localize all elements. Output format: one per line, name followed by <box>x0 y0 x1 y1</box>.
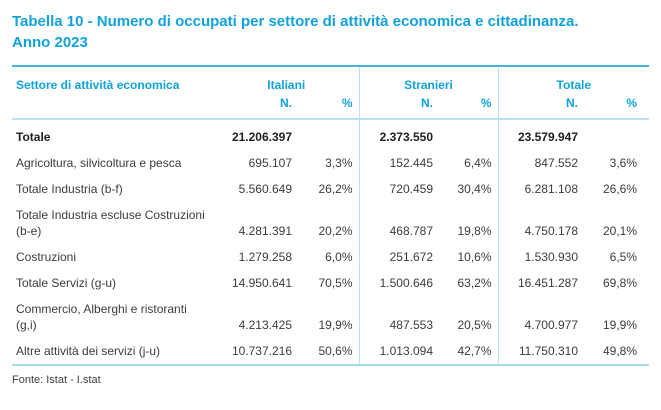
cell-italiani-pct: 19,9% <box>318 318 353 332</box>
cell-stranieri-pct: 30,4% <box>457 182 492 196</box>
cell-italiani-pct: 50,6% <box>318 344 353 358</box>
cell-stranieri-pct: 6,4% <box>464 156 492 170</box>
table-row <box>12 270 649 296</box>
header-totale-pct: % <box>584 94 649 119</box>
cell-sector: Altre attività dei servizi (j-u) <box>16 344 161 358</box>
cell-stranieri-n: 468.787 <box>359 202 439 244</box>
table-title-line1: Tabella 10 - Numero di occupati per settore di attività economica e cittadinanza. <box>12 13 579 30</box>
cell-sector: Totale <box>16 130 51 144</box>
header-group-row <box>12 66 649 94</box>
cell-italiani-n: 695.107 <box>248 156 292 170</box>
cell-stranieri-pct <box>439 119 498 150</box>
cell-italiani-n: 4.213.425 <box>238 318 292 332</box>
cell-italiani-pct: 3,3% <box>325 156 353 170</box>
table-row <box>12 150 649 176</box>
cell-stranieri-pct: 20,5% <box>457 318 492 332</box>
table-row <box>12 296 649 338</box>
cell-sector: Totale Industria (b-f) <box>16 182 123 196</box>
cell-totale-n: 6.281.108 <box>498 176 584 202</box>
cell-totale-n: 4.700.977 <box>498 296 584 338</box>
cell-italiani-pct: 26,2% <box>318 182 353 196</box>
cell-sector: Totale Servizi (g-u) <box>16 276 117 290</box>
cell-stranieri-pct: 63,2% <box>457 276 492 290</box>
header-sector: Settore di attività economica <box>12 66 214 119</box>
cell-italiani-n: 10.737.216 <box>231 344 292 358</box>
cell-sector: Costruzioni <box>16 250 77 264</box>
table-row <box>12 176 649 202</box>
cell-italiani-pct: 70,5% <box>318 276 353 290</box>
table-title <box>12 11 649 53</box>
cell-italiani-pct <box>298 119 359 150</box>
cell-totale-n: 1.530.930 <box>498 244 584 270</box>
cell-totale-n: 16.451.287 <box>498 270 584 296</box>
cell-totale-n: 11.750.310 <box>498 338 584 365</box>
table-row <box>12 244 649 270</box>
cell-italiani-n: 4.281.391 <box>238 224 292 238</box>
cell-italiani-pct: 20,2% <box>318 224 353 238</box>
cell-sector: Agricoltura, silvicoltura e pesca <box>16 156 182 170</box>
cell-italiani-n: 1.279.258 <box>238 250 292 264</box>
header-group-italiani: Italiani <box>267 78 306 92</box>
table-title-line2: Anno 2023 <box>12 34 88 51</box>
cell-italiani-n: 14.950.641 <box>231 276 292 290</box>
cell-totale-pct: 19,9% <box>603 318 638 332</box>
header-italiani-n: N. <box>214 94 298 119</box>
cell-stranieri-n: 152.445 <box>359 150 439 176</box>
cell-stranieri-pct: 10,6% <box>457 250 492 264</box>
cell-totale-pct: 20,1% <box>603 224 638 238</box>
cell-totale-pct: 49,8% <box>603 344 638 358</box>
table-row <box>12 338 649 365</box>
cell-stranieri-pct: 42,7% <box>457 344 492 358</box>
cell-totale-n: 4.750.178 <box>498 202 584 244</box>
cell-totale-n: 847.552 <box>498 150 584 176</box>
cell-stranieri-n: 487.553 <box>359 296 439 338</box>
cell-sector: Commercio, Alberghi e ristoranti (g,i) <box>16 302 187 332</box>
cell-totale-pct: 6,5% <box>609 250 638 264</box>
cell-totale-n: 23.579.947 <box>498 119 584 150</box>
header-italiani-pct: % <box>298 94 359 119</box>
cell-totale-pct <box>584 119 649 150</box>
cell-stranieri-n: 1.013.094 <box>359 338 439 365</box>
page <box>0 11 661 387</box>
cell-italiani-pct: 6,0% <box>325 250 353 264</box>
header-group-stranieri: Stranieri <box>359 66 498 94</box>
cell-italiani-n: 5.560.649 <box>238 182 292 196</box>
cell-stranieri-n: 2.373.550 <box>359 119 439 150</box>
header-totale-n: N. <box>498 94 584 119</box>
cell-stranieri-pct: 19,8% <box>457 224 492 238</box>
cell-totale-pct: 3,6% <box>609 156 638 170</box>
cell-totale-pct: 26,6% <box>603 182 638 196</box>
employment-table <box>12 65 649 366</box>
cell-totale-pct: 69,8% <box>603 276 638 290</box>
table-row <box>12 119 649 150</box>
header-stranieri-pct: % <box>439 94 498 119</box>
cell-stranieri-n: 1.500.646 <box>359 270 439 296</box>
cell-stranieri-n: 251.672 <box>359 244 439 270</box>
source-note: Fonte: Istat - I.stat <box>12 374 101 386</box>
table-row <box>12 202 649 244</box>
cell-stranieri-n: 720.459 <box>359 176 439 202</box>
cell-sector: Totale Industria escluse Costruzioni (b-e) <box>16 208 205 238</box>
cell-italiani-n: 21.206.397 <box>231 130 292 144</box>
header-stranieri-n: N. <box>359 94 439 119</box>
header-group-totale: Totale <box>498 66 649 94</box>
